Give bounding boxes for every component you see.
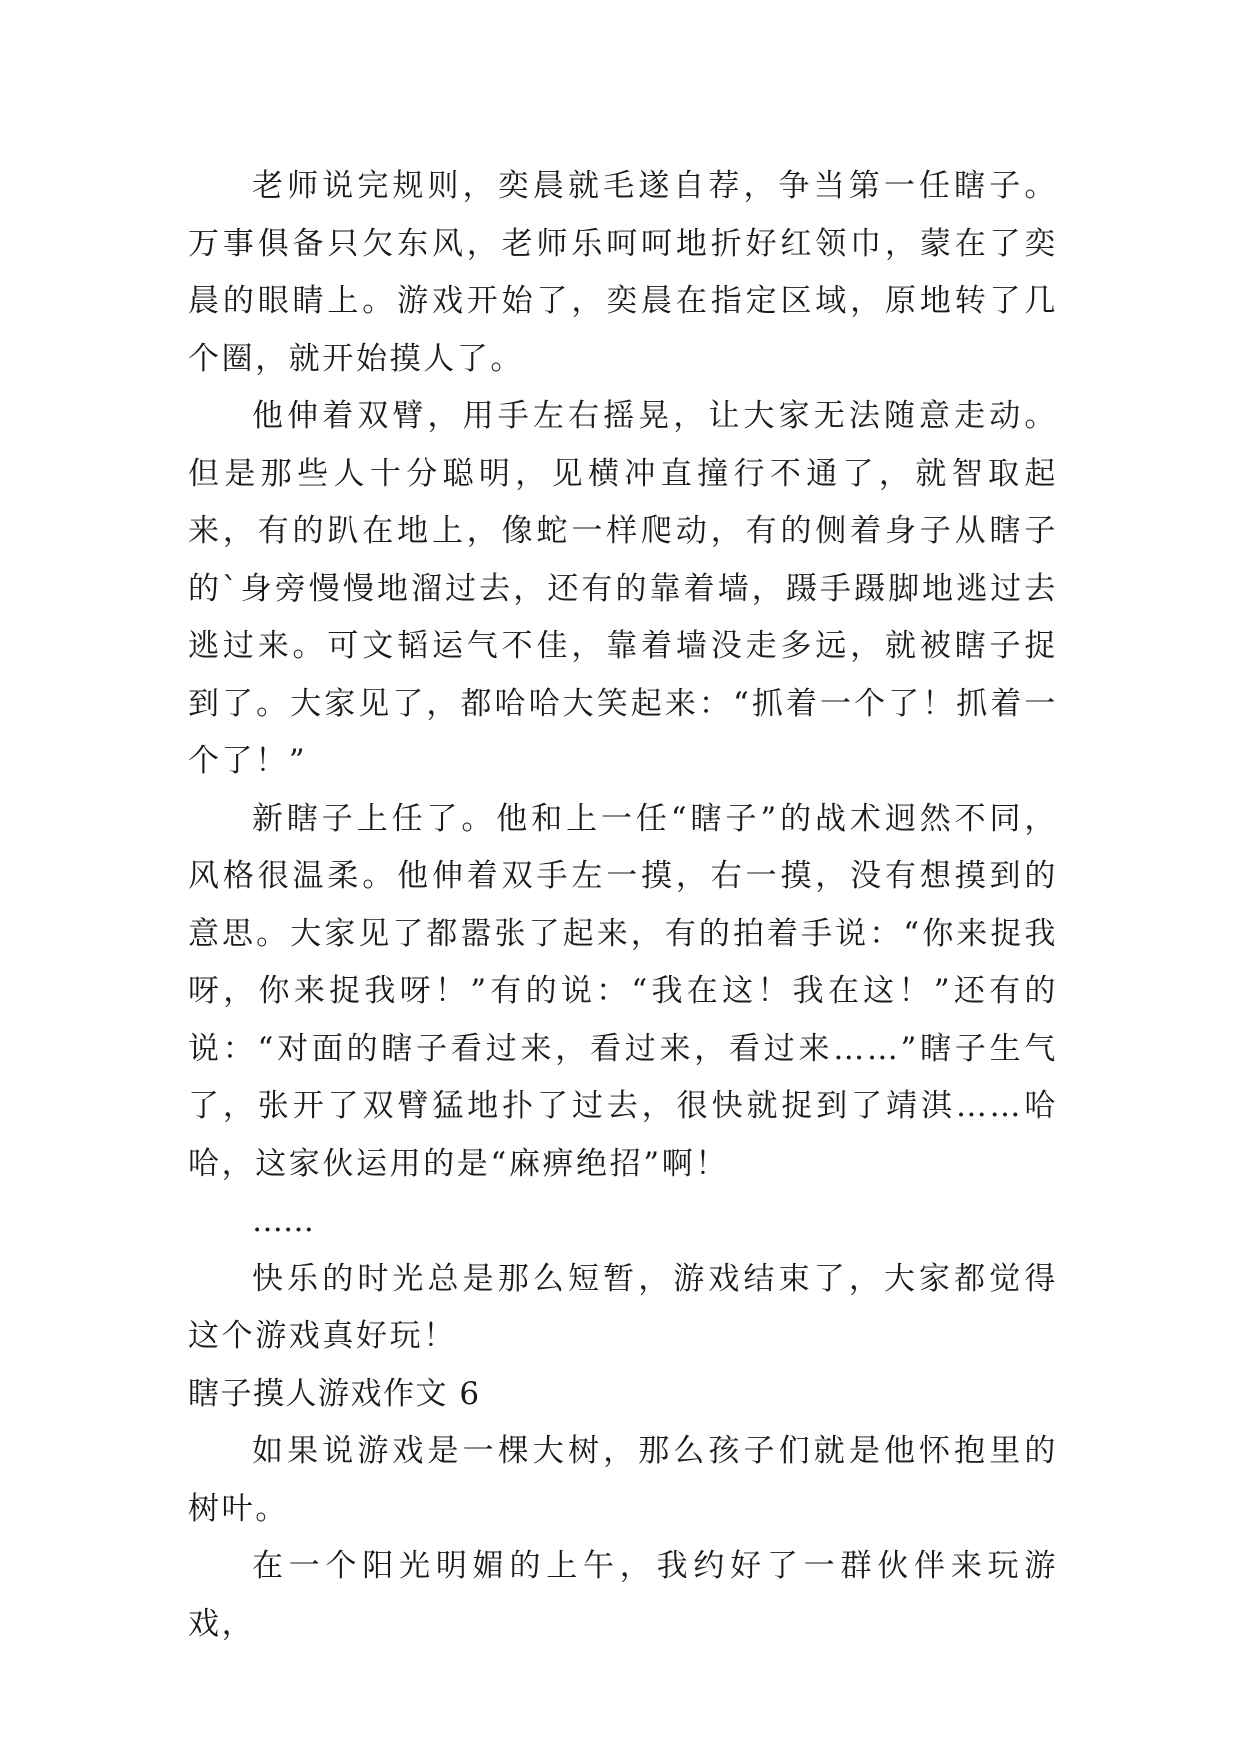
document-body bbox=[188, 158, 1058, 1653]
section-heading: 瞎子摸人游戏作文 6 bbox=[188, 1375, 481, 1412]
paragraph-6: 在一个阳光明媚的上午，我约好了一群伙伴来玩游戏， bbox=[188, 1548, 1058, 1642]
paragraph-ellipsis: …… bbox=[252, 1203, 314, 1239]
paragraph-3: 新瞎子上任了。他和上一任“瞎子”的战术迥然不同，风格很温柔。他伸着双手左一摸，右一摸，没有想摸到的意思。大家见了都嚣张了起来，有的拍着手说：“你来捉我呀，你来捉我呀！”有的说：“我在这！我在这！”还有的说：“对面的瞎子看过来，看过来，看过来……”瞎子生气了，张开了双臂猛地扑了过去，很快就捉到了靖淇……哈哈，这家伙运用的是“麻痹绝招”啊！ bbox=[188, 800, 1058, 1182]
paragraph-2: 他伸着双臂，用手左右摇晃，让大家无法随意走动。但是那些人十分聪明，见横冲直撞行不通了，就智取起来，有的趴在地上，像蛇一样爬动，有的侧着身子从瞎子的`身旁慢慢地溜过去，还有的靠着墙，蹑手蹑脚地逃过去逃过来。可文韬运气不佳，靠着墙没走多远，就被瞎子捉到了。大家见了，都哈哈大笑起来：“抓着一个了！抓着一个了！” bbox=[188, 398, 1058, 779]
paragraph-4: 快乐的时光总是那么短暂，游戏结束了，大家都觉得这个游戏真好玩！ bbox=[188, 1260, 1058, 1354]
paragraph-5: 如果说游戏是一棵大树，那么孩子们就是他怀抱里的树叶。 bbox=[188, 1433, 1058, 1527]
paragraph-1: 老师说完规则，奕晨就毛遂自荐，争当第一任瞎子。万事俱备只欠东风，老师乐呵呵地折好红领巾，蒙在了奕晨的眼睛上。游戏开始了，奕晨在指定区域，原地转了几个圈，就开始摸人了。 bbox=[188, 168, 1058, 377]
